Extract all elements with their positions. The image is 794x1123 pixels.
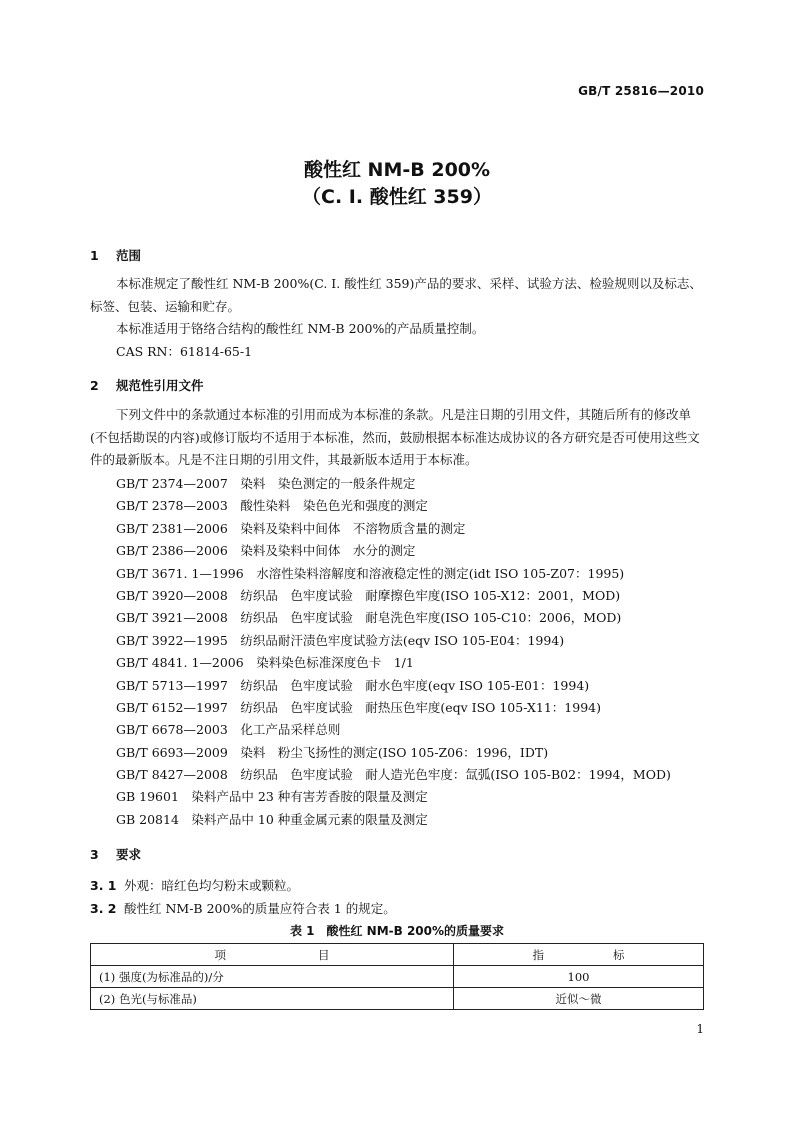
- table-cell-value: 近似～微: [454, 988, 704, 1010]
- reference-item: GB/T 3671. 1—1996 水溶性染料溶解度和溶液稳定性的测定(idt ISO 105-Z07：1995): [116, 565, 625, 581]
- reference-item: GB/T 4841. 1—2006 染料染色标准深度色卡 1/1: [116, 655, 414, 671]
- table-cell-item: (2) 色光(与标准品): [91, 988, 454, 1010]
- normative-intro-paragraph: 下列文件中的条款通过本标准的引用而成为本标准的条款。凡是注日期的引用文件，其随后所有的修改单(不包括勘误的内容)或修订版均不适用于本标准，然而，鼓励根据本标准达成协议的各方研究是否可使用这些文件的最新版本。凡是不注日期的引用文件，其最新版本适用于本标准。: [90, 407, 700, 467]
- applicability-paragraph: 本标准适用于铬络合结构的酸性红 NM-B 200%的产品质量控制。: [116, 321, 485, 336]
- document-subtitle: （C. I. 酸性红 359）: [302, 186, 492, 208]
- reference-item: GB/T 2374—2007 染料 染色测定的一般条件规定: [116, 476, 416, 491]
- scope-paragraph: 本标准规定了酸性红 NM-B 200%(C. I. 酸性红 359)产品的要求、采样、试验方法、检验规则以及标志、标签、包装、运输和贮存。: [90, 276, 702, 314]
- column-header-item: 项 目: [91, 944, 454, 966]
- clause-number: 3. 1: [90, 878, 117, 893]
- table-caption: 表 1 酸性红 NM-B 200%的质量要求: [289, 924, 505, 938]
- column-header-value: 指 标: [454, 944, 704, 966]
- section-2-heading: [90, 376, 204, 394]
- reference-item: GB/T 2386—2006 染料及染料中间体 水分的测定: [116, 543, 416, 559]
- table-cell-value: 100: [454, 966, 704, 988]
- clause-text: 外观：暗红色均匀粉末或颗粒。: [124, 878, 300, 893]
- reference-list: [116, 473, 716, 831]
- section-number: 1: [90, 248, 99, 263]
- section-title: 范围: [116, 248, 142, 263]
- section-number: 2: [90, 378, 99, 393]
- section-2-intro: [90, 404, 704, 472]
- reference-item: GB 19601 染料产品中 23 种有害芳香胺的限量及测定: [116, 789, 428, 805]
- reference-item: GB/T 3922—1995 纺织品耐汗渍色牢度试验方法(eqv ISO 105-E04：1994): [116, 632, 565, 648]
- clause-number: 3. 2: [90, 901, 117, 916]
- reference-item: GB/T 2378—2003 酸性染料 染色色光和强度的测定: [116, 498, 428, 514]
- document-title: 酸性红 NM-B 200%: [303, 159, 491, 181]
- section-3-heading: [90, 845, 141, 863]
- reference-item: GB/T 6152—1997 纺织品 色牢度试验 耐热压色牢度(eqv ISO 105-X11：1994): [116, 699, 601, 715]
- reference-item: GB/T 8427—2008 纺织品 色牢度试验 耐人造光色牢度：氙弧(ISO 105-B02：1994，MOD): [116, 767, 671, 783]
- cas-number: CAS RN：61814-65-1: [116, 343, 253, 359]
- clause-text: 酸性红 NM-B 200%的质量应符合表 1 的规定。: [124, 901, 396, 916]
- reference-item: GB/T 6693—2009 染料 粉尘飞扬性的测定(ISO 105-Z06：1996，IDT): [116, 744, 549, 760]
- reference-item: GB/T 5713—1997 纺织品 色牢度试验 耐水色牢度(eqv ISO 105-E01：1994): [116, 677, 590, 693]
- table-header-row: [91, 944, 704, 966]
- table-cell-item: (1) 强度(为标准品的)/分: [91, 966, 454, 988]
- clause-3-2: [90, 899, 396, 917]
- standard-code: GB/T 25816—2010: [578, 84, 704, 98]
- section-1-heading: [90, 246, 141, 264]
- quality-requirements-table: [90, 943, 704, 1010]
- table-row: [91, 966, 704, 988]
- reference-item: GB 20814 染料产品中 10 种重金属元素的限量及测定: [116, 811, 428, 827]
- reference-item: GB/T 3920—2008 纺织品 色牢度试验 耐摩擦色牢度(ISO 105-X12：2001，MOD): [116, 587, 621, 603]
- reference-item: GB/T 2381—2006 染料及染料中间体 不溶物质含量的测定: [116, 520, 466, 536]
- clause-3-1: [90, 876, 299, 894]
- reference-item: GB/T 3921—2008 纺织品 色牢度试验 耐皂洗色牢度(ISO 105-C10：2006，MOD): [116, 610, 622, 626]
- section-title: 要求: [116, 847, 142, 862]
- table-row: [91, 988, 704, 1010]
- page-number: 1: [696, 1022, 704, 1036]
- section-1-body: [90, 273, 704, 363]
- section-number: 3: [90, 847, 99, 862]
- reference-item: GB/T 6678—2003 化工产品采样总则: [116, 722, 341, 738]
- section-title: 规范性引用文件: [116, 378, 204, 393]
